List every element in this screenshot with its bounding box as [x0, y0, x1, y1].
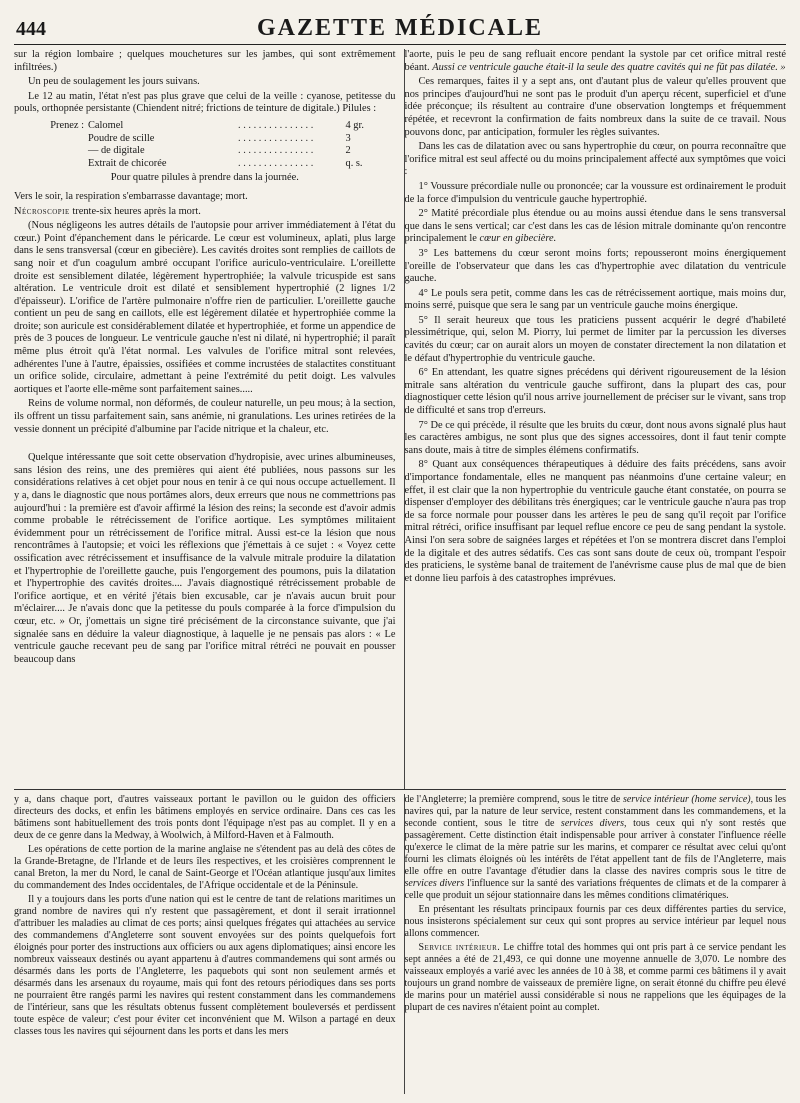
- ingredient-name: — de digitale: [88, 145, 145, 157]
- numbered-item: 8° Quant aux conséquences thérapeutiques à déduire des faits précédens, sans avoir d'importance fondamentale, elles ne manquent pas néanmoins d'une certaine valeur; en effet, il est clair que la non hypertrophie du ventricule gauche étant constatée, on pourra se dispenser d'employer des débilitans très énergiques; car le ventricule gauche n'aura pas trop de sa force normale pour pousser dans les artères le peu de sang qu'il reçoit par l'orifice mitral rétréci, orifice insuffisant par lequel reflue encore ce peu de sang pendant la systole. Ainsi l'on sera sobre de saignées larges et répétées et l'on se montrera discret dans l'emploi de la digitale et des autres sédatifs. Ces cas sont sans doute de ceux où, trompant l'espoir des praticiens, le système banal de traitement de l'anévrisme cause plus de mal que de bien et donne lieu parfois à des catastrophes imprévues.: [404, 459, 786, 584]
- paragraph: sur la région lombaire ; quelques mouchetures sur les jambes, qui sont extrêmement infiltrées.): [14, 49, 396, 73]
- prescription: [14, 120, 396, 185]
- top-left-column: [14, 49, 405, 789]
- numbered-item: 5° Il serait heureux que tous les praticiens pussent acquérir le degré d'habileté plessimétrique, qui, selon M. Piorry, lui permet de limiter par la percussion les diverses cavités du cœur; car on aurait alors un moyen de constater directement la non dilatation et le défaut d'hypertrophie du ventricule gauche.: [404, 314, 786, 364]
- numbered-item: 1° Voussure précordiale nulle ou prononcée; car la voussure est ordinairement le produit de la force d'impulsion du ventricule gauche hypertrophié.: [404, 180, 786, 205]
- leader-dots: . . . . . . . . . . . . . . .: [238, 119, 314, 131]
- ingredient-qty: 2: [345, 145, 351, 157]
- spacer: [14, 438, 396, 452]
- paragraph: Les opérations de cette portion de la marine anglaise ne s'étendent pas au delà des côtes de la Grande-Bretagne, de l'Irlande et de leurs îles respectives, et les croisières comprennent le canal Breton, la mer du Nord, le canal de Saint-George et l'Océan atlantique jusqu'aux limites du commandement des Indes occidentales, de l'Afrique occidentale et de la Péninsule.: [14, 844, 396, 891]
- paragraph: Dans les cas de dilatation avec ou sans hypertrophie du cœur, on pourra reconnaître que l'orifice mitral est seul affecté ou du moins principalement affecté aux symptômes que voici :: [404, 141, 786, 178]
- paragraph: (Nous négligeons les autres détails de l'autopsie pour arriver immédiatement à l'état du cœur.) Point d'épanchement dans le péricarde. Le cœur est volumineux, aplati, plus large dans le sens transversal (cœur en gibecière). Les cavités droites sont remplies de caillots de sang noir et d'un coagulum ambré occupant l'orifice auriculo-ventriculaire. L'oreillette droite est sensiblement dilatée, légèrement hypertrophiée; la valvule tricuspide est sans altération. Le ventricule droit est dilaté et sensiblement hypertrophié (2 lignes 1/2 d'épaisseur). L'orifice de l'artère pulmonaire n'offre rien de particulier. L'oreillette gauche contient un peu de sang en caillots, elle est légèrement dilatée et hypertrophiée comme la droite; son auricule est considérablement dilatée et hypertrophiée, et forme un appendice de près de 3 pouces de longueur. Le ventricule gauche n'est ni dilaté, ni hypertrophié; il paraît même plus étroit qu'à l'état normal. Les valvules de l'orifice mitral sont relevées, adhérentes l'une à l'autre, épaissies, ossifiées et comme incrustées de stalactites constituant un orifice solide, circulaire, admettant à peine l'extrémité du petit doigt. Les valvules aortiques et l'aorte elle-même sont parfaitement saines.....: [14, 220, 396, 395]
- numbered-item: 4° Le pouls sera petit, comme dans les cas de rétrécissement aortique, mais moins dur, moins serré, puisque que sera le sang par un ventricule gauche moins énergique.: [404, 287, 786, 312]
- top-right-column: [405, 49, 787, 789]
- numbered-item: 2° Matité précordiale plus étendue ou au moins aussi étendue dans le sens transversal que dans le sens vertical; car c'est dans les cas de lésion mitrale dominante qu'on rencontre principalement le cœur en gibecière.: [404, 208, 786, 245]
- prescription-row: [14, 120, 396, 133]
- paragraph: Le 12 au matin, l'état n'est pas plus grave que celui de la veille : cyanose, petitesse du pouls, orthopnée persistante (Chiendent nitré; frictions de teinture de digitale.) Pilules :: [14, 90, 396, 115]
- paragraph: En présentant les résultats principaux fournis par ces deux différentes parties du service, nous insisterons spécialement sur ceux qui sont propres au service intérieur par lequel nous allons commencer.: [404, 904, 786, 939]
- prescription-head: Prenez :: [50, 119, 84, 131]
- paragraph: de l'Angleterre; la première comprend, sous le titre de service intérieur (home service), tous les navires qui, par la nature de leur service, restent constamment dans les commandemens, et la seconde contient, sous le titre de services divers, tous ceux qui n'y sont restés que passagèrement. Cette distinction était indispensable pour arriver à constater l'influence réelle qu'exerce le climat de la mère patrie sur les marins, et comparer ce résultat avec celui qu'ont fourni les climats éloignés où les intérêts de l'état appellent tant de fils de l'Angleterre, mais elle offre en outre l'avantage d'étudier dans la classe des navires compris sous le titre de services divers l'influence sur la santé des variations fréquentes de climats et de la comparer à celle que produit un séjour stationnaire dans les mêmes conditions climatériques.: [404, 794, 786, 901]
- paragraph: Reins de volume normal, non déformés, de couleur naturelle, un peu mous; à la section, ils offrent un tissu parfaitement sain, sans anémie, ni granulations. Les urines retirées de la vessie donnent un précipité d'albumine par l'acide nitrique et la chaleur, etc.: [14, 398, 396, 435]
- prescription-row: [14, 133, 396, 146]
- paragraph: Service intérieur. Le chiffre total des hommes qui ont pris part à ce service pendant les sept années a été de 21,493, ce qui donne une moyenne annuelle de 3,070. Le nombre des vaisseaux employés a varié avec les années de 10 à 38, et comme parmi ces bâtimens il y avait toujours un grand nombre de vaisseaux de première ligne, on serait étonné du chiffre peu élevé de marins pour un matériel aussi considérable si nous ne rappelions que les équipages de la plupart de ces navires n'étaient point au complet.: [404, 942, 786, 1013]
- leader-dots: . . . . . . . . . . . . . . .: [238, 157, 314, 169]
- leader-dots: . . . . . . . . . . . . . . .: [238, 145, 314, 157]
- bottom-right-column: [405, 794, 787, 1094]
- section-label: Service intérieur.: [418, 942, 501, 953]
- paragraph: Ces remarques, faites il y a sept ans, ont d'autant plus de valeur qu'elles prouvent que nos principes d'aujourd'hui ne sont pas le produit d'un aperçu récent, superficiel et d'une idée préconçue; ils résultent au contraire d'une observation longtemps et fréquemment répétée, et recevront la confirmation de faits nombreux dans la suite de ce travail. Nous pouvons donc, par anticipation, formuler les règles suivantes.: [404, 76, 786, 138]
- ingredient-name: Extrait de chicorée: [88, 157, 167, 169]
- paragraph: Vers le soir, la respiration s'embarrasse davantage; mort.: [14, 190, 248, 202]
- ingredient-qty: q. s.: [345, 157, 363, 169]
- paragraph: y a, dans chaque port, d'autres vaisseaux portant le pavillon ou le guidon des officiers directeurs des docks, et enfin les bâtimens employés en service ordinaire. Dans ces cas les bâtimens sont habituellement des trois ponts dont l'équipage n'est pas au complet. Il y en a deux de ce genre dans la Medway, à Woolwich, à Milford-Haven et à Falmouth.: [14, 794, 396, 841]
- section-label: Nécroscopie: [14, 205, 70, 217]
- paragraph: Un peu de soulagement les jours suivans.: [28, 76, 200, 88]
- top-section: [14, 49, 786, 790]
- leader-dots: . . . . . . . . . . . . . . .: [238, 132, 314, 144]
- paragraph: Nécroscopie trente-six heures après la mort.: [14, 205, 201, 217]
- paragraph: Quelque intéressante que soit cette observation d'hydropisie, avec urines albumineuses, sans lésion des reins, une des premières qui aient été publiées, nous passons sur les considérations relatives à cet objet pour nous en tenir à ce qui nous occupe actuellement. Il y a, dans le diagnostic que nous portâmes alors, deux erreurs que nous ne commettrions pas aujourd'hui : la première est d'avoir affirmé la lésion des reins; la seconde est d'avoir admis comme probable le rétrécissement de l'orifice aortique. Les symptômes militaient évidemment pour un rétrécissement de l'orifice mitral. Aussi est-ce la lésion que nous rencontrâmes à l'autopsie; et voici les réflexions que j'émettais à ce sujet : « Voyez cette ossification avec rétrécissement et insuffisance de la valvule mitrale produire la dilatation et l'hypertrophie de l'oreillette gauche, puis l'engorgement des poumons, puis la dilatation et l'hypertrophie des cavités droites.... J'avais diagnostiqué rétrécissement probable de l'orifice aortique, et en vérité j'étais bien excusable, car je n'avais aucun bruit pour m'éclairer.... Je n'avais donc que la petitesse du pouls comparée à la force d'impulsion du cœur, etc. » Or, j'omettais un signe tiré précisément de la circonstance suivante, que j'ai signalée sans en déduire la valeur diagnostique, à laquelle je ne pensais pas alors : « Le ventricule gauche recevant peu de sang par l'orifice mitral rétréci ne pouvait en pousser beaucoup dans: [14, 452, 396, 665]
- numbered-item: 7° De ce qui précède, il résulte que les bruits du cœur, dont nous avons signalé plus haut les caractères ambigus, ne sont plus que des signes accessoires, dont il faut tenir compte sans doute, mais à titre de simples élémens confirmatifs.: [404, 419, 786, 456]
- journal-title: GAZETTE MÉDICALE: [256, 15, 544, 41]
- ingredient-qty: 4 gr.: [345, 119, 364, 131]
- paragraph: l'aorte, puis le peu de sang refluait encore pendant la systole par cet orifice mitral resté béant. Aussi ce ventricule gauche était-il la seule des quatre cavités qui ne fût pas dilatée. »: [404, 49, 786, 73]
- prescription-instructions: Pour quatre pilules à prendre dans la journée.: [110, 172, 299, 184]
- ingredient-name: Poudre de scille: [88, 132, 155, 144]
- page-number: 444: [16, 18, 46, 40]
- ingredient-name: Calomel: [88, 119, 124, 131]
- numbered-item: 3° Les battemens du cœur seront moins forts; repousseront moins énergiquement l'oreille de l'observateur que dans les cas d'hypertrophie avec dilatation du ventricule gauche.: [404, 247, 786, 285]
- page-header: [14, 10, 786, 45]
- ingredient-qty: 3: [345, 132, 351, 144]
- prescription-row: [14, 145, 396, 158]
- prescription-row: [14, 158, 396, 171]
- numbered-item: 6° En attendant, les quatre signes précédens qui dérivent rigoureusement de la lésion mitrale sans altération du ventricule gauche suffiront, dans la plupart des cas, pour diagnostiquer cette lésion qu'il nous arrive journellement de préciser sur le vivant, sans trop de difficulté et sans trop d'erreurs.: [404, 367, 786, 417]
- bottom-section: [14, 794, 786, 1094]
- paragraph: Il y a toujours dans les ports d'une nation qui est le centre de tant de relations maritimes un grand nombre de navires qui n'y restent que passagèrement, et dont il serait irrationnel d'attribuer les maladies au climat de ces ports; ainsi quelques frégates qui attachées au service des commandemens d'Angleterre sont souvent envoyées sur des points quelquefois fort éloignés pour porter des instructions aux officiers ou aux agens diplomatiques; ainsi encore les nombreux vaisseaux destinés ou ayant appartenu à d'autres commandemens qui sont armés ou désarmés dans les ports de l'Angleterre, les paquebots qui sont non seulement armés et désarmés dans les arsenaux du royaume, mais qui font des retours périodiques dans ses ports ne pourraient être rangés parmi les navires qui restent constamment dans les commandemens de l'intérieur, sans que les résultats obtenus fussent complètement bouleversés et perdissent toute espèce de valeur; c'est pour éviter cet inconvénient que M. Wilson a partagé en deux classes tous les navires qui séjournent dans les ports et dans les mers: [14, 894, 396, 1037]
- bottom-left-column: [14, 794, 405, 1094]
